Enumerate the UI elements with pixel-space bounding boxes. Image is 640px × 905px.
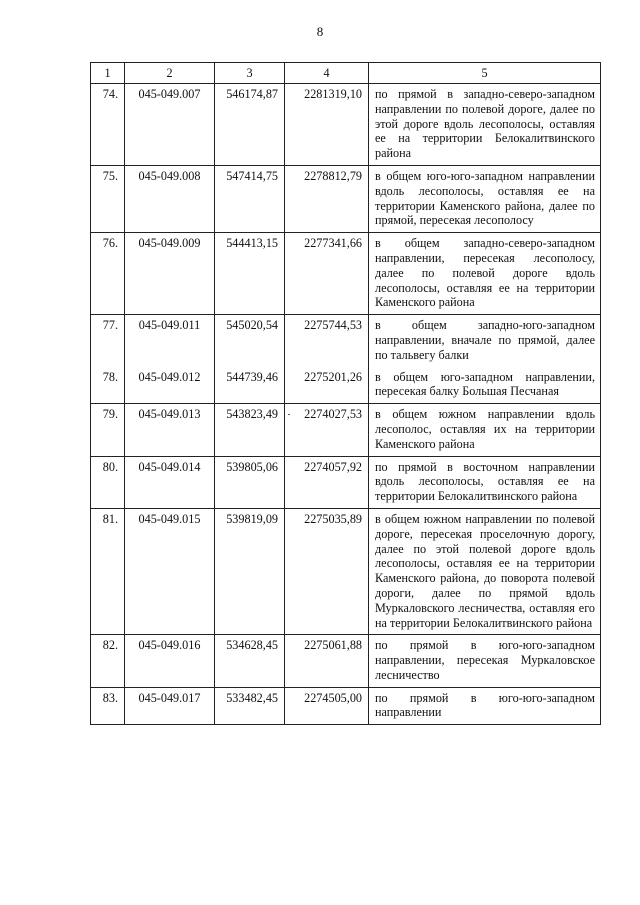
x-coordinate: 534628,45 xyxy=(215,635,285,687)
point-code: 045-049.015 xyxy=(125,508,215,634)
boundary-points-table xyxy=(90,62,601,725)
header-col-2: 2 xyxy=(125,63,215,84)
table-row xyxy=(91,404,601,456)
page-number: 8 xyxy=(316,24,324,39)
row-number: 83. xyxy=(91,687,125,725)
scan-speck xyxy=(288,414,290,415)
x-coordinate: 533482,45 xyxy=(215,687,285,725)
point-code: 045-049.007 xyxy=(125,84,215,166)
y-coordinate: 2274027,53 xyxy=(285,404,369,456)
table-row xyxy=(91,635,601,687)
table-body xyxy=(91,84,601,725)
table-row xyxy=(91,456,601,508)
point-code: 045-049.011 xyxy=(125,315,215,367)
row-number: 80. xyxy=(91,456,125,508)
table-row xyxy=(91,508,601,634)
row-number: 74. xyxy=(91,84,125,166)
x-coordinate: 539819,09 xyxy=(215,508,285,634)
table-row xyxy=(91,84,601,166)
boundary-description: в общем южном направлении вдоль лесополос, оставляя их на территории Каменского района xyxy=(369,404,601,456)
header-col-5: 5 xyxy=(369,63,601,84)
table-row xyxy=(91,367,601,404)
boundary-description: по прямой в юго-юго-западном направлении xyxy=(369,687,601,725)
boundary-description: в общем западно-северо-западном направлении, пересекая лесополосу, далее по полевой дороге вдоль лесополосы, оставляя ее на территории Каменского района xyxy=(369,233,601,315)
y-coordinate: 2275035,89 xyxy=(285,508,369,634)
x-coordinate: 546174,87 xyxy=(215,84,285,166)
boundary-description: в общем юго-юго-западном направлении вдоль лесополосы, оставляя ее на территории Каменского района, далее по прямой, пересекая лесополосу xyxy=(369,165,601,232)
boundary-description: по прямой в юго-юго-западном направлении, пересекая Муркаловское лесничество xyxy=(369,635,601,687)
table-row xyxy=(91,165,601,232)
row-number: 82. xyxy=(91,635,125,687)
x-coordinate: 545020,54 xyxy=(215,315,285,367)
x-coordinate: 547414,75 xyxy=(215,165,285,232)
header-col-3: 3 xyxy=(215,63,285,84)
y-coordinate: 2274057,92 xyxy=(285,456,369,508)
row-number: 77. xyxy=(91,315,125,367)
table-row xyxy=(91,687,601,725)
x-coordinate: 544739,46 xyxy=(215,367,285,404)
y-coordinate: 2275201,26 xyxy=(285,367,369,404)
boundary-description: по прямой в восточном направлении вдоль лесополосы, оставляя ее на территории Белокалитвинского района xyxy=(369,456,601,508)
y-coordinate: 2278812,79 xyxy=(285,165,369,232)
header-col-1: 1 xyxy=(91,63,125,84)
row-number: 76. xyxy=(91,233,125,315)
boundary-description: в общем западно-юго-западном направлении, вначале по прямой, далее по тальвегу балки xyxy=(369,315,601,367)
row-number: 75. xyxy=(91,165,125,232)
header-col-4: 4 xyxy=(285,63,369,84)
row-number: 78. xyxy=(91,367,125,404)
table-row xyxy=(91,315,601,367)
y-coordinate: 2274505,00 xyxy=(285,687,369,725)
row-number: 81. xyxy=(91,508,125,634)
table-header xyxy=(91,63,601,84)
point-code: 045-049.014 xyxy=(125,456,215,508)
x-coordinate: 544413,15 xyxy=(215,233,285,315)
boundary-description: по прямой в западно-северо-западном направлении по полевой дороге, далее по этой дороге вдоль лесополосы, оставляя ее на территории Белокалитвинского района xyxy=(369,84,601,166)
point-code: 045-049.016 xyxy=(125,635,215,687)
y-coordinate: 2275061,88 xyxy=(285,635,369,687)
x-coordinate: 543823,49 xyxy=(215,404,285,456)
row-number: 79. xyxy=(91,404,125,456)
point-code: 045-049.013 xyxy=(125,404,215,456)
point-code: 045-049.008 xyxy=(125,165,215,232)
point-code: 045-049.009 xyxy=(125,233,215,315)
table-row xyxy=(91,233,601,315)
x-coordinate: 539805,06 xyxy=(215,456,285,508)
boundary-description: в общем южном направлении по полевой дороге, пересекая проселочную дорогу, далее по этой полевой дороге вдоль лесополосы, оставляя ее на территории Каменского района, до поворота полевой дороги, далее по прямой вдоль Муркаловского лесничества, оставляя его на территории Белокалитвинского района xyxy=(369,508,601,634)
boundary-description: в общем юго-западном направлении, пересекая балку Большая Песчаная xyxy=(369,367,601,404)
y-coordinate: 2277341,66 xyxy=(285,233,369,315)
point-code: 045-049.012 xyxy=(125,367,215,404)
y-coordinate: 2281319,10 xyxy=(285,84,369,166)
y-coordinate: 2275744,53 xyxy=(285,315,369,367)
point-code: 045-049.017 xyxy=(125,687,215,725)
